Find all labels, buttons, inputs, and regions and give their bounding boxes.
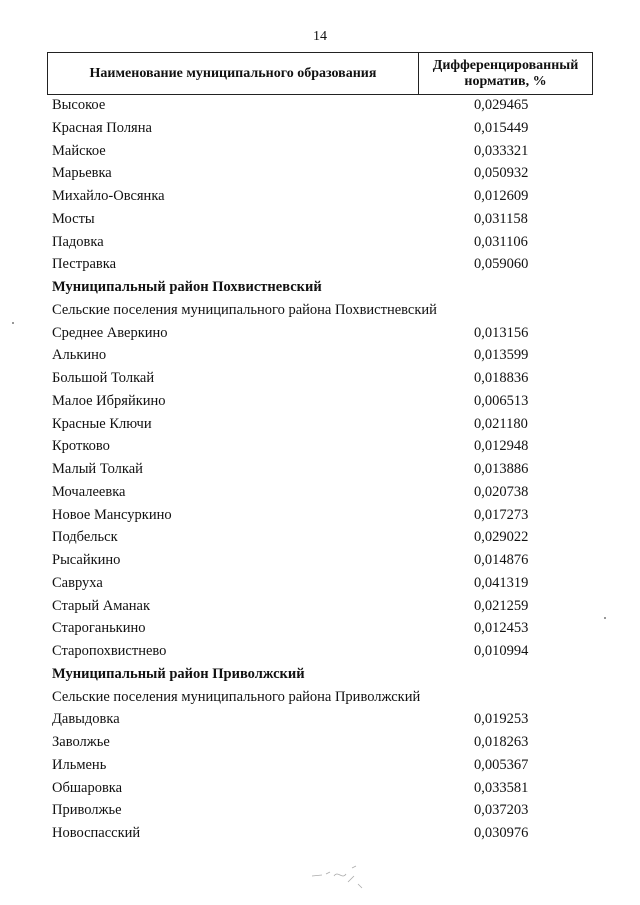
column-header-value-line2: норматив, % xyxy=(464,73,547,89)
municipality-name: Савруха xyxy=(52,574,103,591)
municipality-name: Сельские поселения муниципального района Похвистневский xyxy=(52,301,437,318)
table-row xyxy=(0,641,640,664)
table-row xyxy=(0,800,640,823)
norm-value: 0,029022 xyxy=(474,529,529,546)
municipality-name: Ильмень xyxy=(52,756,107,773)
norm-value: 0,033321 xyxy=(474,142,529,159)
norm-value: 0,041319 xyxy=(474,574,529,591)
municipality-name: Михайло-Овсянка xyxy=(52,188,165,204)
table-row xyxy=(0,141,640,164)
municipality-name: Пестравка xyxy=(52,256,117,273)
municipality-name: Новое Мансуркино xyxy=(52,506,172,523)
page-number: 14 xyxy=(313,29,327,44)
municipality-name: Муниципальный район Похвистневский xyxy=(52,279,322,295)
table-row xyxy=(0,414,640,437)
norm-value: 0,006513 xyxy=(474,392,529,409)
norm-value: 0,015449 xyxy=(474,119,529,136)
table-row xyxy=(0,573,640,596)
municipality-name: Муниципальный район Приволжский xyxy=(52,665,305,682)
table-row xyxy=(0,709,640,732)
table-row xyxy=(0,186,640,209)
settlement-subheading-row xyxy=(0,687,640,710)
table-row xyxy=(0,596,640,619)
municipality-name: Майское xyxy=(52,142,106,159)
municipality-name: Красные Ключи xyxy=(52,415,152,432)
municipality-name: Большой Толкай xyxy=(52,370,155,386)
municipality-name: Высокое xyxy=(52,97,106,113)
municipality-name: Старый Аманак xyxy=(52,597,151,614)
table-row xyxy=(0,732,640,755)
municipality-name: Малое Ибряйкино xyxy=(52,392,166,409)
municipality-name: Давыдовка xyxy=(52,711,120,728)
norm-value: 0,020738 xyxy=(474,483,529,500)
table-row xyxy=(0,368,640,391)
table-row xyxy=(0,527,640,550)
municipality-name: Подбельск xyxy=(52,529,118,546)
municipality-name: Красная Поляна xyxy=(52,119,152,136)
municipality-name: Алькино xyxy=(52,347,107,364)
norm-value: 0,012453 xyxy=(474,620,529,637)
norm-value: 0,005367 xyxy=(474,756,529,773)
table-row xyxy=(0,823,640,846)
table-row xyxy=(0,436,640,459)
table-row xyxy=(0,118,640,141)
signature-mark xyxy=(308,862,388,892)
norm-value: 0,037203 xyxy=(474,802,529,819)
table-row xyxy=(0,505,640,528)
municipality-name: Мочалеевка xyxy=(52,483,126,500)
norm-value: 0,050932 xyxy=(474,165,529,182)
norm-value: 0,033581 xyxy=(474,779,529,796)
table-row xyxy=(0,778,640,801)
norm-value: 0,013886 xyxy=(474,461,529,477)
norm-value: 0,018836 xyxy=(474,370,529,386)
municipality-name: Приволжье xyxy=(52,802,122,819)
municipality-name: Среднее Аверкино xyxy=(52,324,168,341)
municipality-name: Обшаровка xyxy=(52,779,123,796)
norm-value: 0,013156 xyxy=(474,324,529,341)
table-row xyxy=(0,323,640,346)
norm-value: 0,018263 xyxy=(474,734,529,750)
scan-speck xyxy=(604,617,606,619)
norm-value: 0,059060 xyxy=(474,256,529,273)
column-header-value xyxy=(419,53,592,94)
table-row xyxy=(0,254,640,277)
norm-value: 0,021180 xyxy=(474,415,528,432)
municipality-name: Сельские поселения муниципального района Приволжский xyxy=(52,688,421,705)
norm-value: 0,012609 xyxy=(474,188,529,204)
municipality-name: Мосты xyxy=(52,210,95,227)
column-header-name: Наименование муниципального образования xyxy=(48,53,419,94)
table-row xyxy=(0,550,640,573)
norm-value: 0,017273 xyxy=(474,506,529,523)
municipality-name: Рысайкино xyxy=(52,552,121,568)
norm-value: 0,030976 xyxy=(474,825,529,841)
municipality-name: Падовка xyxy=(52,233,104,250)
municipality-name: Новоспасский xyxy=(52,825,141,841)
municipality-name: Староганькино xyxy=(52,620,146,637)
norm-value: 0,014876 xyxy=(474,552,529,568)
table-row xyxy=(0,391,640,414)
table-body xyxy=(0,95,640,846)
table-row xyxy=(0,163,640,186)
municipality-name: Старопохвистнево xyxy=(52,643,167,659)
district-heading-row xyxy=(0,277,640,300)
table-row xyxy=(0,232,640,255)
table-row xyxy=(0,618,640,641)
settlement-subheading-row xyxy=(0,300,640,323)
scan-speck xyxy=(12,322,14,324)
municipality-name: Марьевка xyxy=(52,165,112,182)
norm-value: 0,012948 xyxy=(474,438,529,455)
table-row xyxy=(0,95,640,118)
norm-value: 0,031158 xyxy=(474,210,528,227)
table-row xyxy=(0,459,640,482)
norm-value: 0,019253 xyxy=(474,711,529,728)
municipality-name: Малый Толкай xyxy=(52,461,143,477)
municipality-name: Заволжье xyxy=(52,734,110,750)
table-row xyxy=(0,755,640,778)
norm-value: 0,031106 xyxy=(474,233,528,250)
municipality-name: Кротково xyxy=(52,438,110,455)
table-row xyxy=(0,345,640,368)
table-row xyxy=(0,209,640,232)
norm-value: 0,029465 xyxy=(474,97,529,113)
table-header xyxy=(47,52,593,95)
norm-value: 0,010994 xyxy=(474,643,529,659)
norm-value: 0,021259 xyxy=(474,597,529,614)
norm-value: 0,013599 xyxy=(474,347,529,364)
column-header-value-line1: Дифференцированный xyxy=(432,57,579,73)
district-heading-row xyxy=(0,664,640,687)
table-row xyxy=(0,482,640,505)
